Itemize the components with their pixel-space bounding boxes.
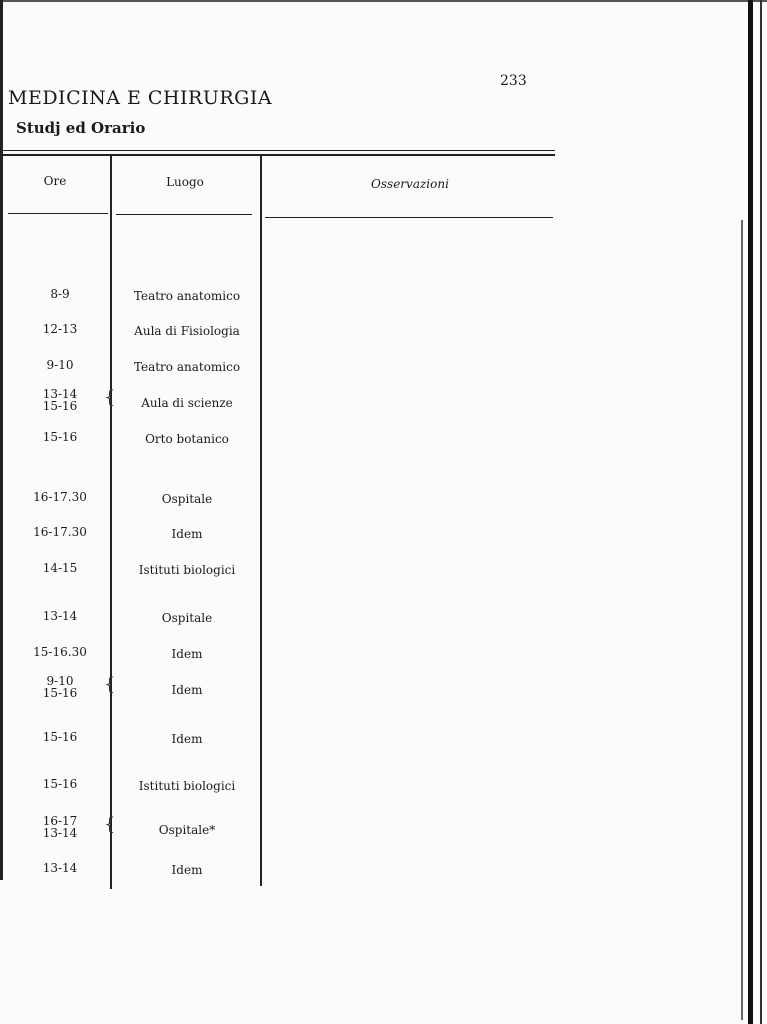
row-ore [28, 815, 92, 839]
row-ore [28, 526, 92, 538]
row-ore [28, 359, 92, 371]
row-luogo: Teatro anatomico [133, 289, 241, 303]
ore-value: 16-17 [42, 814, 78, 828]
row-ore [28, 288, 92, 300]
table-top-rule-double [2, 154, 555, 156]
row-luogo: Idem [171, 863, 203, 877]
row-luogo: Aula di scienze [141, 396, 233, 410]
row-luogo: Ospitale [161, 492, 213, 506]
row-ore [28, 388, 92, 412]
row-luogo: Idem [171, 732, 203, 746]
brace-mark: { [104, 814, 116, 835]
column-header-ore: Ore [43, 174, 67, 188]
ore-value: 15-16 [42, 399, 78, 413]
column-divider-1 [110, 154, 112, 889]
row-luogo: Idem [171, 647, 203, 661]
page-left-rule [0, 0, 3, 880]
header-rule-ore [8, 213, 108, 214]
ore-value: 16-17.30 [33, 525, 87, 539]
ore-value: 15-16 [42, 730, 78, 744]
section-title: MEDICINA E CHIRURGIA [8, 87, 273, 109]
ore-value: 8-9 [50, 287, 70, 301]
row-luogo: Orto botanico [145, 432, 229, 446]
ore-value: 15-16 [42, 686, 78, 700]
ore-value: 15-16 [42, 430, 78, 444]
ore-value: 16-17.30 [33, 490, 87, 504]
page-right-edge-inner [741, 220, 743, 1020]
row-luogo: Istituti biologici [138, 779, 236, 793]
ore-value: 14-15 [42, 561, 78, 575]
ore-value: 9-10 [46, 358, 74, 372]
row-luogo: Idem [171, 683, 203, 697]
ore-value: 13-14 [42, 609, 78, 623]
header-rule-osservazioni [265, 217, 553, 218]
page-right-edge-outer [760, 0, 762, 1024]
column-divider-2 [260, 154, 262, 886]
brace-mark: { [104, 674, 116, 695]
row-ore [28, 731, 92, 743]
row-ore [28, 562, 92, 574]
column-header-osservazioni: Osservazioni [371, 177, 449, 191]
ore-value: 13-14 [42, 387, 78, 401]
page-subtitle: Studj ed Orario [16, 119, 146, 137]
row-luogo: Idem [171, 527, 203, 541]
row-ore [28, 646, 92, 658]
row-luogo: Aula di Fisiologia [134, 324, 240, 338]
ore-value: 12-13 [42, 322, 78, 336]
ore-value: 15-16 [42, 777, 78, 791]
row-luogo: Teatro anatomico [133, 360, 241, 374]
page-number: 233 [500, 73, 527, 89]
ore-value: 13-14 [42, 826, 78, 840]
row-ore [28, 610, 92, 622]
row-luogo: Ospitale [161, 611, 213, 625]
row-ore [28, 431, 92, 443]
column-header-luogo: Luogo [166, 175, 204, 189]
row-ore [28, 675, 92, 699]
brace-mark: { [104, 387, 116, 408]
page-top-edge [0, 0, 767, 2]
row-ore [28, 862, 92, 874]
ore-value: 15-16.30 [33, 645, 87, 659]
row-ore [28, 323, 92, 335]
ore-value: 9-10 [46, 674, 74, 688]
row-ore [28, 491, 92, 503]
table-top-rule [2, 150, 555, 151]
header-rule-luogo [116, 214, 252, 215]
page-right-edge [748, 0, 753, 1024]
row-luogo: Ospitale* [158, 823, 216, 837]
row-ore [28, 778, 92, 790]
ore-value: 13-14 [42, 861, 78, 875]
row-luogo: Istituti biologici [138, 563, 236, 577]
